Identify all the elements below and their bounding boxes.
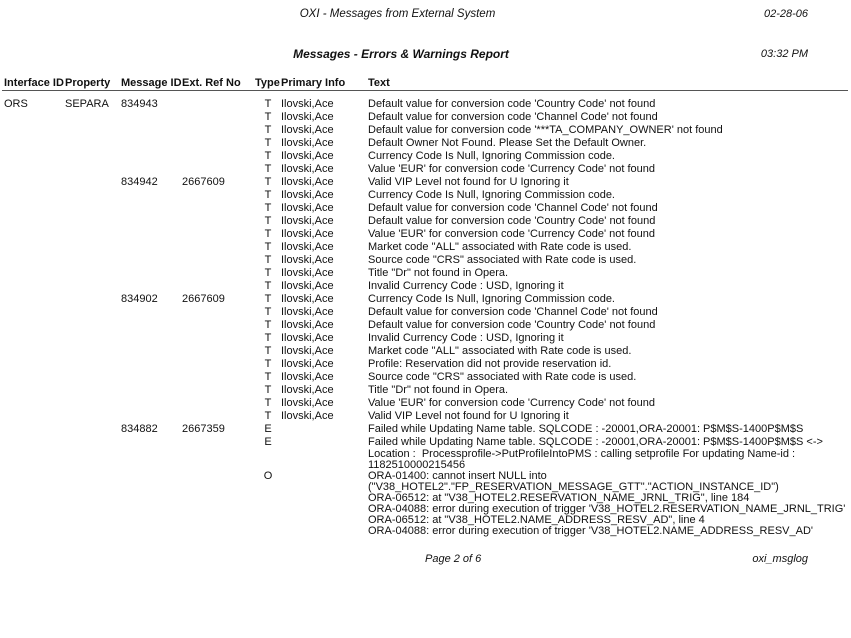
cell-type: T: [264, 241, 272, 253]
cell-type: T: [264, 163, 272, 175]
cell-text: Value 'EUR' for conversion code 'Currency Code' not found: [368, 163, 656, 175]
cell-message-id: 834882: [121, 423, 158, 435]
cell-type: E: [264, 423, 272, 435]
cell-type: T: [264, 150, 272, 162]
column-header-primary-info: Primary Info: [281, 77, 346, 89]
cell-type: T: [264, 319, 272, 331]
table-row: [4, 332, 849, 345]
cell-text: ORA-04088: error during execution of trigger 'V38_HOTEL2.RESERVATION_NAME_JRNL_TRIG': [368, 504, 846, 515]
cell-message-id: 834902: [121, 293, 158, 305]
cell-type: T: [264, 306, 272, 318]
cell-text: Default value for conversion code '***TA_COMPANY_OWNER' not found: [368, 124, 723, 136]
cell-text: Currency Code Is Null, Ignoring Commission code.: [368, 189, 615, 201]
header-divider: [2, 90, 848, 91]
cell-type: T: [264, 371, 272, 383]
cell-text: ("V38_HOTEL2"."FP_RESERVATION_MESSAGE_GTT"."ACTION_INSTANCE_ID"): [368, 482, 779, 493]
cell-type: T: [264, 215, 272, 227]
cell-text: Value 'EUR' for conversion code 'Currency Code' not found: [368, 228, 656, 240]
cell-text: ORA-06512: at "V38_HOTEL2.RESERVATION_NAME_JRNL_TRIG", line 184: [368, 493, 750, 504]
table-row: [4, 319, 849, 332]
cell-type: T: [264, 176, 272, 188]
cell-primary-info: Ilovski,Ace: [281, 371, 334, 383]
cell-text: Default value for conversion code 'Channel Code' not found: [368, 202, 658, 214]
table-row: [4, 526, 849, 537]
table-row: [4, 228, 849, 241]
cell-type: T: [264, 332, 272, 344]
cell-primary-info: Ilovski,Ace: [281, 358, 334, 370]
cell-primary-info: Ilovski,Ace: [281, 98, 334, 110]
cell-type: T: [264, 267, 272, 279]
table-row: [4, 397, 849, 410]
cell-primary-info: Ilovski,Ace: [281, 332, 334, 344]
column-header-interface-id: Interface ID: [4, 77, 64, 89]
table-body: [4, 98, 849, 537]
cell-type: T: [264, 345, 272, 357]
cell-text: Default value for conversion code 'Country Code' not found: [368, 215, 656, 227]
table-row: [4, 493, 849, 504]
cell-text: Currency Code Is Null, Ignoring Commission code.: [368, 150, 615, 162]
cell-text: ORA-01400: cannot insert NULL into: [368, 471, 547, 482]
table-row: [4, 423, 849, 436]
cell-type: T: [264, 202, 272, 214]
cell-text: Location : Processprofile->PutProfileIntoPMS : calling setprofile For updating Name-id :: [368, 449, 796, 460]
cell-text: Source code "CRS" associated with Rate code is used.: [368, 254, 637, 266]
table-row: [4, 358, 849, 371]
table-row: [4, 293, 849, 306]
cell-primary-info: Ilovski,Ace: [281, 202, 334, 214]
cell-text: Title "Dr" not found in Opera.: [368, 384, 509, 396]
table-row: [4, 504, 849, 515]
cell-primary-info: Ilovski,Ace: [281, 267, 334, 279]
cell-text: ORA-04088: error during execution of trigger 'V38_HOTEL2.NAME_ADDRESS_RESV_AD': [368, 526, 814, 537]
cell-message-id: 834942: [121, 176, 158, 188]
cell-interface-id: ORS: [4, 98, 28, 110]
cell-type: T: [264, 280, 272, 292]
cell-primary-info: Ilovski,Ace: [281, 176, 334, 188]
cell-type: T: [264, 111, 272, 123]
cell-primary-info: Ilovski,Ace: [281, 163, 334, 175]
cell-type: T: [264, 137, 272, 149]
cell-primary-info: Ilovski,Ace: [281, 111, 334, 123]
cell-text: Profile: Reservation did not provide reservation id.: [368, 358, 612, 370]
page-title: OXI - Messages from External System: [299, 8, 496, 20]
cell-text: Source code "CRS" associated with Rate code is used.: [368, 371, 637, 383]
report-code: oxi_msglog: [752, 553, 808, 565]
cell-text: Valid VIP Level not found for U Ignoring it: [368, 176, 569, 188]
cell-type: T: [264, 189, 272, 201]
cell-type: T: [264, 410, 272, 422]
table-row: [4, 176, 849, 189]
cell-message-id: 834943: [121, 98, 158, 110]
cell-text: Value 'EUR' for conversion code 'Currency Code' not found: [368, 397, 656, 409]
cell-text: Currency Code Is Null, Ignoring Commission code.: [368, 293, 615, 305]
table-row: [4, 254, 849, 267]
cell-text: Default value for conversion code 'Country Code' not found: [368, 98, 656, 110]
cell-ext-ref-no: 2667609: [182, 176, 225, 188]
table-row: [4, 150, 849, 163]
table-row: [4, 189, 849, 202]
report-subtitle: Messages - Errors & Warnings Report: [293, 47, 509, 61]
table-row: [4, 163, 849, 176]
cell-primary-info: Ilovski,Ace: [281, 397, 334, 409]
cell-type: O: [263, 471, 273, 482]
cell-type: T: [264, 98, 272, 110]
table-row: [4, 449, 849, 460]
cell-type: E: [264, 436, 272, 448]
cell-text: Market code "ALL" associated with Rate code is used.: [368, 241, 632, 253]
cell-type: T: [264, 228, 272, 240]
cell-primary-info: Ilovski,Ace: [281, 280, 334, 292]
report-time: 03:32 PM: [760, 48, 808, 60]
cell-ext-ref-no: 2667359: [182, 423, 225, 435]
cell-text: 1182510000215456: [368, 460, 466, 471]
page-number: Page 2 of 6: [425, 553, 482, 565]
cell-type: T: [264, 254, 272, 266]
table-row: [4, 280, 849, 293]
table-row: [4, 345, 849, 358]
cell-primary-info: Ilovski,Ace: [281, 306, 334, 318]
cell-text: Invalid Currency Code : USD, Ignoring it: [368, 332, 564, 344]
table-row: [4, 515, 849, 526]
cell-primary-info: Ilovski,Ace: [281, 215, 334, 227]
column-header-ext-ref-no: Ext. Ref No: [182, 77, 241, 89]
cell-type: T: [264, 384, 272, 396]
cell-text: ORA-06512: at "V38_HOTEL2.NAME_ADDRESS_RESV_AD", line 4: [368, 515, 705, 526]
cell-text: Valid VIP Level not found for U Ignoring it: [368, 410, 569, 422]
cell-text: Failed while Updating Name table. SQLCODE : -20001,ORA-20001: P$M$S-1400P$M$S: [368, 423, 804, 435]
table-row: [4, 482, 849, 493]
table-row: [4, 124, 849, 137]
cell-primary-info: Ilovski,Ace: [281, 293, 334, 305]
table-row: [4, 202, 849, 215]
cell-primary-info: Ilovski,Ace: [281, 150, 334, 162]
cell-ext-ref-no: 2667609: [182, 293, 225, 305]
cell-primary-info: Ilovski,Ace: [281, 241, 334, 253]
cell-text: Default value for conversion code 'Channel Code' not found: [368, 111, 658, 123]
cell-primary-info: Ilovski,Ace: [281, 124, 334, 136]
column-header-text: Text: [368, 77, 390, 89]
cell-text: Failed while Updating Name table. SQLCODE : -20001,ORA-20001: P$M$S-1400P$M$S <->: [368, 436, 823, 448]
table-row: [4, 410, 849, 423]
cell-primary-info: Ilovski,Ace: [281, 137, 334, 149]
table-row: [4, 137, 849, 150]
cell-primary-info: Ilovski,Ace: [281, 345, 334, 357]
table-row: [4, 241, 849, 254]
cell-primary-info: Ilovski,Ace: [281, 228, 334, 240]
cell-type: T: [264, 124, 272, 136]
cell-property: SEPARA: [65, 98, 109, 110]
cell-primary-info: Ilovski,Ace: [281, 254, 334, 266]
table-row: [4, 306, 849, 319]
table-row: [4, 471, 849, 482]
column-header-type: Type: [255, 77, 280, 89]
cell-type: T: [264, 397, 272, 409]
cell-primary-info: Ilovski,Ace: [281, 319, 334, 331]
cell-primary-info: Ilovski,Ace: [281, 410, 334, 422]
cell-text: Invalid Currency Code : USD, Ignoring it: [368, 280, 564, 292]
cell-text: Default value for conversion code 'Channel Code' not found: [368, 306, 658, 318]
cell-primary-info: Ilovski,Ace: [281, 384, 334, 396]
table-row: [4, 384, 849, 397]
cell-text: Title "Dr" not found in Opera.: [368, 267, 509, 279]
table-row: [4, 215, 849, 228]
cell-text: Default value for conversion code 'Country Code' not found: [368, 319, 656, 331]
table-row: [4, 460, 849, 471]
cell-type: T: [264, 293, 272, 305]
table-header: [4, 77, 847, 89]
cell-text: Default Owner Not Found. Please Set the Default Owner.: [368, 137, 647, 149]
table-row: [4, 436, 849, 449]
table-row: [4, 111, 849, 124]
table-row: [4, 267, 849, 280]
report-date: 02-28-06: [763, 8, 808, 20]
table-row: [4, 371, 849, 384]
cell-text: Market code "ALL" associated with Rate code is used.: [368, 345, 632, 357]
table-row: [4, 98, 849, 111]
column-header-message-id: Message ID: [121, 77, 182, 89]
cell-primary-info: Ilovski,Ace: [281, 189, 334, 201]
column-header-property: Property: [65, 77, 111, 89]
cell-type: T: [264, 358, 272, 370]
